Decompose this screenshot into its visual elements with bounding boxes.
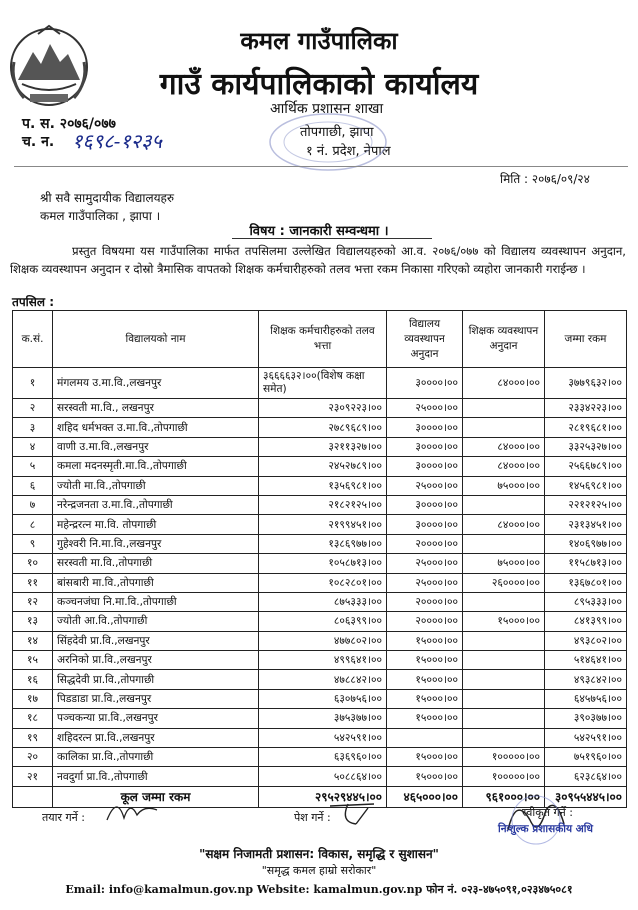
cell-school-name: मंगलमय उ.मा.वि.,लखनपुर xyxy=(53,368,259,399)
cell-teacher-grant: १०००००।०० xyxy=(463,748,545,767)
cell-sn: ४ xyxy=(13,437,53,456)
signature-presented xyxy=(326,798,380,828)
cell-sn: ७ xyxy=(13,495,53,514)
office-stamp-icon xyxy=(248,104,398,174)
subject: विषय : जानकारी सम्वन्धमा । xyxy=(249,224,389,239)
cell-teacher-grant xyxy=(463,651,545,670)
cell-teacher-grant xyxy=(463,689,545,708)
cell-sn: २ xyxy=(13,399,53,418)
cell-school-name: शहिदरत्न प्रा.वि.,लखनपुर xyxy=(53,728,259,747)
cell-teacher-grant: ८४०००।०० xyxy=(463,457,545,476)
cell-salary: ८७५३३३।०० xyxy=(259,592,387,611)
cell-salary: ५४२५९१।०० xyxy=(259,728,387,747)
recipient-line2: कमल गाउँपालिका , झापा । xyxy=(40,209,161,223)
col-header-total: जम्मा रकम xyxy=(545,311,627,368)
table-row xyxy=(13,534,627,553)
cell-sn: १६ xyxy=(13,670,53,689)
cell-teacher-grant xyxy=(463,670,545,689)
table-row xyxy=(13,767,627,786)
table-row xyxy=(13,457,627,476)
col-header-sn: क.सं. xyxy=(13,311,53,368)
cell-salary: २४५२७८९।०० xyxy=(259,457,387,476)
cell-school-grant: ३००००।०० xyxy=(387,368,463,399)
cell-school-grant: १५०००।०० xyxy=(387,651,463,670)
cell-teacher-grant xyxy=(463,709,545,728)
chalani-number: १६९८-१२३५ xyxy=(72,129,162,153)
table-row xyxy=(13,651,627,670)
cell-school-name: सिद्धदेवी प्रा.वि.,तोपगाछी xyxy=(53,670,259,689)
total-salary: २९५२९४४५।०० xyxy=(259,786,387,807)
cell-teacher-grant xyxy=(463,418,545,437)
cell-school-name: ज्योती आ.वि.,तोपगाछी xyxy=(53,612,259,631)
location: तोपगाछी, झापा xyxy=(300,125,374,140)
province: १ नं. प्रदेश, नेपाल xyxy=(306,144,391,159)
table-row xyxy=(13,476,627,495)
cell-school-name: पञ्चकन्या प्रा.वि.,लखनपुर xyxy=(53,709,259,728)
cell-salary: ५०८८६४।०० xyxy=(259,767,387,786)
cell-salary: ३६६६६३२।००(विशेष कक्षा समेत) xyxy=(259,368,387,399)
cell-teacher-grant xyxy=(463,534,545,553)
cell-sn: ११ xyxy=(13,573,53,592)
cell-school-grant: २००००।०० xyxy=(387,592,463,611)
cell-total: ५१४६४१।०० xyxy=(545,651,627,670)
cell-total: ५४२५९१।०० xyxy=(545,728,627,747)
table-row xyxy=(13,437,627,456)
cell-teacher-grant xyxy=(463,631,545,650)
cell-total: ६४५७५६।०० xyxy=(545,689,627,708)
cell-school-grant: ३००००।०० xyxy=(387,495,463,514)
cell-school-grant: २००००।०० xyxy=(387,534,463,553)
details-label: तपसिल : xyxy=(12,295,54,309)
cell-school-grant: २५०००।०० xyxy=(387,399,463,418)
cell-sn: १२ xyxy=(13,592,53,611)
cell-school-grant: १५०००।०० xyxy=(387,631,463,650)
cell-sn: १८ xyxy=(13,709,53,728)
cell-total: १४५६९८१।०० xyxy=(545,476,627,495)
cell-teacher-grant: १५०००।०० xyxy=(463,612,545,631)
cell-total: १४०६९७७।०० xyxy=(545,534,627,553)
cell-salary: १३८६९७७।०० xyxy=(259,534,387,553)
cell-salary: ४७७८०२।०० xyxy=(259,631,387,650)
footer-contact: Email: info@kamalmun.gov.np Website: kamalmun.gov.np फोन नं. ०२३-४७५०९१,०२३४७५०८१ xyxy=(65,883,573,896)
table-row xyxy=(13,670,627,689)
branch-name: आर्थिक प्रशासन शाखा xyxy=(270,101,384,117)
table-row xyxy=(13,399,627,418)
cell-school-name: कालिका प्रा.वि.,तोपगाछी xyxy=(53,748,259,767)
cell-total: २८१९६८१।०० xyxy=(545,418,627,437)
cell-school-grant xyxy=(387,728,463,747)
table-row xyxy=(13,418,627,437)
cell-teacher-grant: ८४०००।०० xyxy=(463,368,545,399)
cell-blank xyxy=(13,786,53,807)
cell-school-name: कञ्चनजंघा नि.मा.वि.,तोपगाछी xyxy=(53,592,259,611)
office-name: गाउँ कार्यपालिकाको कार्यालय xyxy=(159,67,479,102)
cell-sn: १५ xyxy=(13,651,53,670)
cell-total: २२१२१२५।०० xyxy=(545,495,627,514)
cell-total: ११५८७१३।०० xyxy=(545,554,627,573)
recipient-line1: श्री सवै सामुदायीक विद्यालयहरु xyxy=(40,191,175,205)
cell-salary: ३७५३७७।०० xyxy=(259,709,387,728)
cell-salary: ८०६३९९।०० xyxy=(259,612,387,631)
cell-school-grant: १५०००।०० xyxy=(387,748,463,767)
cell-salary: १३५६९८१।०० xyxy=(259,476,387,495)
cell-salary: ३२११३२७।०० xyxy=(259,437,387,456)
chalani-label: च. न. xyxy=(22,134,55,150)
cell-school-grant: ३००००।०० xyxy=(387,515,463,534)
cell-sn: १३ xyxy=(13,612,53,631)
table-row xyxy=(13,631,627,650)
cell-school-name: पिडडाडा प्रा.वि.,लखनपुर xyxy=(53,689,259,708)
cell-total: २५६६७८९।०० xyxy=(545,457,627,476)
cell-school-grant: २५०००।०० xyxy=(387,573,463,592)
col-header-salary: शिक्षक कर्मचारीहरुको तलव भत्ता xyxy=(259,311,387,368)
cell-sn: ५ xyxy=(13,457,53,476)
letter-date: मिति : २०७६/०९/२४ xyxy=(500,172,590,186)
cell-total: ६२३८६४।०० xyxy=(545,767,627,786)
cell-school-name: कमला मदनस्मृती.मा.वि.,तोपगाछी xyxy=(53,457,259,476)
cell-sn: ८ xyxy=(13,515,53,534)
cell-total: २३१३४५१।०० xyxy=(545,515,627,534)
cell-school-name: गुहेश्वरी नि.मा.वि.,लखनपुर xyxy=(53,534,259,553)
cell-salary: ६३०७५६।०० xyxy=(259,689,387,708)
table-row xyxy=(13,495,627,514)
cell-teacher-grant: ८४०००।०० xyxy=(463,515,545,534)
cell-total: ७५१९६०।०० xyxy=(545,748,627,767)
cell-teacher-grant: १०००००।०० xyxy=(463,767,545,786)
total-grand: ३०९५५४४५।०० xyxy=(545,786,627,807)
footer-motto: "सक्षम निजामती प्रशासन: विकास, समृद्धि र सुशासन" xyxy=(199,847,439,861)
cell-school-grant: २५०००।०० xyxy=(387,554,463,573)
col-header-school: विद्यालयको नाम xyxy=(53,311,259,368)
cell-total: ८९५३३३।०० xyxy=(545,592,627,611)
cell-school-name: ज्योती मा.वि.,तोपगाछी xyxy=(53,476,259,495)
cell-sn: १७ xyxy=(13,689,53,708)
table-row xyxy=(13,709,627,728)
cell-teacher-grant: २६००००।०० xyxy=(463,573,545,592)
total-teacher-grant: ९६१०००।०० xyxy=(463,786,545,807)
cell-sn: ६ xyxy=(13,476,53,495)
signature-prepared xyxy=(102,790,162,830)
cell-teacher-grant xyxy=(463,592,545,611)
table-row xyxy=(13,368,627,399)
total-school-grant: ४६५०००।०० xyxy=(387,786,463,807)
cell-sn: २० xyxy=(13,748,53,767)
cell-school-name: सरस्वती मा.वि.,तोपगाछी xyxy=(53,554,259,573)
col-header-teacher-grant: शिक्षक व्यवस्थापन अनुदान xyxy=(463,311,545,368)
table-row xyxy=(13,515,627,534)
cell-salary: ४९९६४१।०० xyxy=(259,651,387,670)
municipality-name: कमल गाउँपालिका xyxy=(240,27,398,55)
cell-sn: १९ xyxy=(13,728,53,747)
cell-school-name: शहिद धर्मभक्त उ.मा.वि.,तोपगाछी xyxy=(53,418,259,437)
cell-total: २३३४२२३।०० xyxy=(545,399,627,418)
allocation-table xyxy=(12,310,627,808)
cell-school-name: सिंहदेवी प्रा.वि.,लखनपुर xyxy=(53,631,259,650)
cell-school-name: बांसबारी मा.वि.,तोपगाछी xyxy=(53,573,259,592)
cell-school-name: वाणी उ.मा.वि.,लखनपुर xyxy=(53,437,259,456)
cell-salary: २७८९६८९।०० xyxy=(259,418,387,437)
cell-sn: ३ xyxy=(13,418,53,437)
table-row xyxy=(13,573,627,592)
cell-salary: १०५८७१३।०० xyxy=(259,554,387,573)
table-row xyxy=(13,592,627,611)
table-row xyxy=(13,748,627,767)
table-row xyxy=(13,612,627,631)
signature-approved xyxy=(500,790,570,846)
cell-school-name: महेन्द्ररत्न मा.वि. तोपगाछी xyxy=(53,515,259,534)
cell-total: ८४१३९९।०० xyxy=(545,612,627,631)
cell-school-grant: १५०००।०० xyxy=(387,670,463,689)
cell-salary: ६३६९६०।०० xyxy=(259,748,387,767)
approval-stamp-text: निःशुल्क प्रशासकीय अधि xyxy=(498,823,593,835)
cell-teacher-grant xyxy=(463,495,545,514)
cell-total: ३३२५३२७।०० xyxy=(545,437,627,456)
letter-body: प्रस्तुत विषयमा यस गाउँपालिका मार्फत तपसिलमा उल्लेखित विद्यालयहरुको आ.व. २०७६/०७७ को विद्यालय व्यवस्थापन अनुदान, शिक्षक व्यवस्थापन अनुदान र दोस्रो त्रैमासिक वापतको शिक्षक कर्मचारीहरुको तलव भत्ता रकम निकासा गरिएको व्यहोरा जानकारी गराईन्छ । xyxy=(10,244,626,276)
subject-underline xyxy=(232,238,432,239)
cell-school-name: सरस्वती मा.वि., लखनपुर xyxy=(53,399,259,418)
col-header-school-grant: विद्यालय व्यवस्थापन अनुदान xyxy=(387,311,463,368)
cell-school-grant: २५०००।०० xyxy=(387,476,463,495)
footer-motto-secondary: "समृद्ध कमल हाम्रो सरोकार" xyxy=(261,864,377,877)
cell-school-grant: १५०००।०० xyxy=(387,767,463,786)
cell-sn: १ xyxy=(13,368,53,399)
prepared-by-label: तयार गर्ने : xyxy=(42,811,85,824)
cell-sn: २१ xyxy=(13,767,53,786)
patra-sankhya: प. स. २०७६/०७७ xyxy=(22,116,116,132)
cell-total: १३६७८०१।०० xyxy=(545,573,627,592)
cell-school-grant: १५०००।०० xyxy=(387,709,463,728)
cell-sn: १० xyxy=(13,554,53,573)
cell-total: ३९०३७७।०० xyxy=(545,709,627,728)
approved-by-label: स्वीकृत गर्ने : xyxy=(522,806,573,819)
cell-total: ४९३८४२।०० xyxy=(545,670,627,689)
cell-salary: २३०९२२३।०० xyxy=(259,399,387,418)
cell-sn: १४ xyxy=(13,631,53,650)
cell-teacher-grant: ८४०००।०० xyxy=(463,437,545,456)
header-divider xyxy=(14,166,628,167)
cell-school-name: नरेन्द्रजनता उ.मा.वि.,तोपगाछी xyxy=(53,495,259,514)
cell-school-name: अरनिको प्रा.वि.,लखनपुर xyxy=(53,651,259,670)
cell-sn: ९ xyxy=(13,534,53,553)
presented-by-label: पेश गर्ने : xyxy=(294,811,331,824)
cell-teacher-grant: ७५०००।०० xyxy=(463,476,545,495)
cell-teacher-grant xyxy=(463,399,545,418)
total-label: कूल जम्मा रकम xyxy=(53,786,259,807)
cell-salary: २१८२१२५।०० xyxy=(259,495,387,514)
cell-school-grant: ३००००।०० xyxy=(387,437,463,456)
table-header-row xyxy=(13,311,627,368)
cell-school-grant: ३००००।०० xyxy=(387,418,463,437)
table-row xyxy=(13,728,627,747)
table-row xyxy=(13,554,627,573)
cell-total: ३७७९६३२।०० xyxy=(545,368,627,399)
cell-salary: २१९९४५१।०० xyxy=(259,515,387,534)
cell-teacher-grant xyxy=(463,728,545,747)
cell-school-grant: २००००।०० xyxy=(387,612,463,631)
cell-total: ४९३८०२।०० xyxy=(545,631,627,650)
table-row xyxy=(13,689,627,708)
cell-school-grant: १५०००।०० xyxy=(387,689,463,708)
cell-teacher-grant: ७५०००।०० xyxy=(463,554,545,573)
cell-school-name: नवदुर्गा प्रा.वि.,तोपगाछी xyxy=(53,767,259,786)
cell-salary: ४७८८४२।०० xyxy=(259,670,387,689)
cell-salary: १०८२८०१।०० xyxy=(259,573,387,592)
cell-school-grant: ३००००।०० xyxy=(387,457,463,476)
